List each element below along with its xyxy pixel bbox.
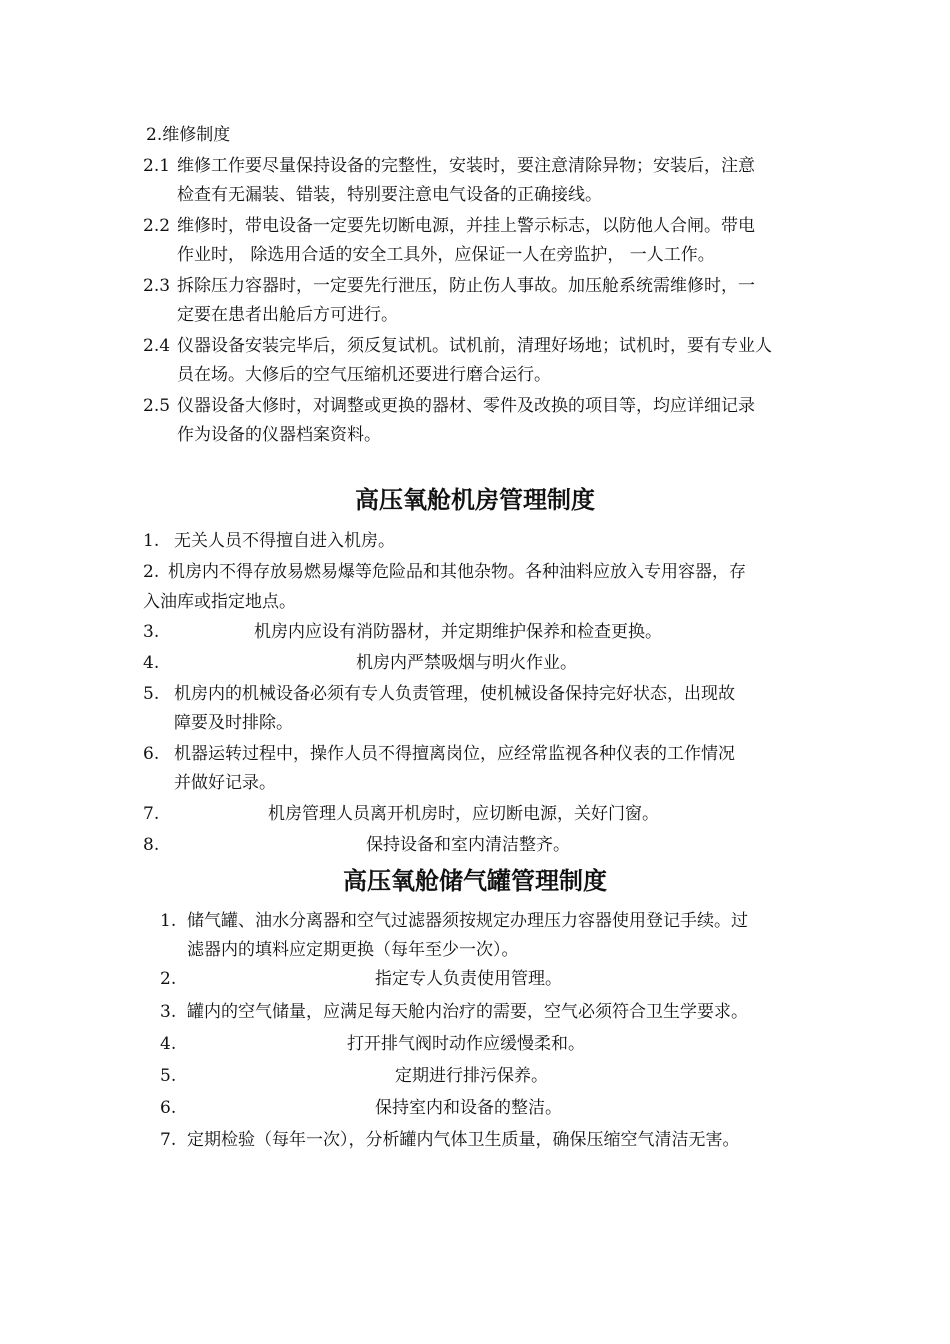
item-number: 6. — [143, 744, 160, 764]
item-number: 5. — [160, 1066, 177, 1086]
item-number: 1. — [143, 531, 160, 551]
item-text: 机房管理人员离开机房时，应切断电源，关好门窗。 — [268, 804, 659, 824]
item-text-line2: 障要及时排除。 — [174, 713, 293, 733]
maintenance-heading: 2.维修制度 — [146, 125, 231, 145]
item-text-line2: 检查有无漏装、错装，特别要注意电气设备的正确接线。 — [177, 185, 602, 205]
item-text: 无关人员不得擅自进入机房。 — [174, 531, 395, 551]
item-text: 定期检验（每年一次），分析罐内气体卫生质量，确保压缩空气清洁无害。 — [187, 1130, 740, 1150]
item-text-line2: 入油库或指定地点。 — [143, 592, 296, 612]
item-text: 指定专人负责使用管理。 — [375, 969, 562, 989]
item-text-line1: 仪器设备安装完毕后，须反复试机。试机前，清理好场地；试机时，要有专业人 — [177, 336, 772, 356]
item-text: 罐内的空气储量，应满足每天舱内治疗的需要，空气必须符合卫生学要求。 — [187, 1002, 748, 1022]
item-number: 7. — [143, 804, 160, 824]
item-number: 2. — [160, 969, 177, 989]
item-number: 2.2 — [143, 216, 171, 236]
item-text-line1: 机房内的机械设备必须有专人负责管理，使机械设备保持完好状态，出现故 — [174, 684, 735, 704]
item-text: 打开排气阀时动作应缓慢柔和。 — [347, 1034, 585, 1054]
item-text-line2: 作业时， 除选用合适的安全工具外，应保证一人在旁监护， 一人工作。 — [177, 245, 715, 265]
item-text: 保持室内和设备的整洁。 — [375, 1098, 562, 1118]
item-text-line2: 定要在患者出舱后方可进行。 — [177, 305, 398, 325]
item-number: 1. — [160, 911, 177, 931]
item-number: 6. — [160, 1098, 177, 1118]
item-text: 机房内应设有消防器材，并定期维护保养和检查更换。 — [254, 622, 662, 642]
item-text-line1: 机房内不得存放易燃易爆等危险品和其他杂物。各种油料应放入专用容器，存 — [168, 562, 746, 582]
item-text-line2: 并做好记录。 — [174, 773, 276, 793]
item-text-line1: 仪器设备大修时，对调整或更换的器材、零件及改换的项目等，均应详细记录 — [177, 396, 755, 416]
item-text-line2: 员在场。大修后的空气压缩机还要进行磨合运行。 — [177, 365, 551, 385]
item-number: 4. — [143, 653, 160, 673]
item-number: 2. — [143, 562, 160, 582]
item-text-line2: 作为设备的仪器档案资料。 — [177, 425, 381, 445]
item-number: 2.4 — [143, 336, 171, 356]
item-text: 机房内严禁吸烟与明火作业。 — [356, 653, 577, 673]
item-number: 3. — [160, 1002, 177, 1022]
item-number: 5. — [143, 684, 160, 704]
item-text-line1: 维修时，带电设备一定要先切断电源，并挂上警示标志，以防他人合闸。带电 — [177, 216, 755, 236]
item-number: 2.1 — [143, 156, 171, 176]
item-number: 2.5 — [143, 396, 171, 416]
item-text-line1: 维修工作要尽量保持设备的完整性，安装时，要注意清除异物；安装后，注意 — [177, 156, 755, 176]
item-number: 3. — [143, 622, 160, 642]
gas-tank-title: 高压氧舱储气罐管理制度 — [343, 867, 607, 895]
item-text: 保持设备和室内清洁整齐。 — [366, 835, 570, 855]
item-number: 2.3 — [143, 276, 171, 296]
item-text-line2: 滤器内的填料应定期更换（每年至少一次）。 — [187, 940, 519, 960]
machine-room-title: 高压氧舱机房管理制度 — [355, 486, 595, 514]
item-number: 7. — [160, 1130, 177, 1150]
item-number: 4. — [160, 1034, 177, 1054]
item-text-line1: 机器运转过程中，操作人员不得擅离岗位，应经常监视各种仪表的工作情况 — [174, 744, 735, 764]
item-text-line1: 拆除压力容器时，一定要先行泄压，防止伤人事故。加压舱系统需维修时，一 — [177, 276, 755, 296]
item-number: 8. — [143, 835, 160, 855]
item-text: 定期进行排污保养。 — [395, 1066, 548, 1086]
item-text-line1: 储气罐、油水分离器和空气过滤器须按规定办理压力容器使用登记手续。过 — [187, 911, 748, 931]
